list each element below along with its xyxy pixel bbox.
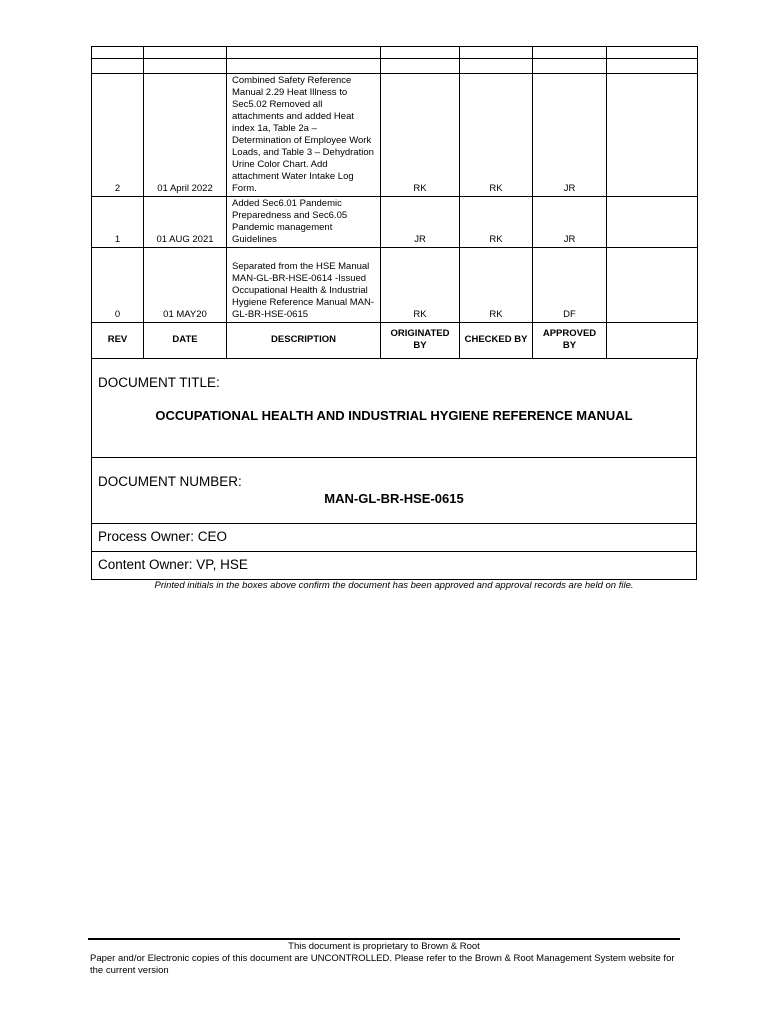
document-title-box [91, 358, 697, 458]
approval-note: Printed initials in the boxes above confirm the document has been approved and approval records are held on file. [154, 580, 634, 591]
revision-row [92, 74, 698, 197]
originated-header: ORIGINATED BY [381, 323, 460, 359]
approved-cell: JR [533, 74, 607, 197]
description-cell: Separated from the HSE Manual MAN-GL-BR-HSE-0614 -Issued Occupational Health & Industrial Hygiene Reference Manual MAN-GL-BR-HSE-0615 [227, 248, 381, 323]
rev-cell: 0 [92, 248, 144, 323]
description-header: DESCRIPTION [227, 323, 381, 359]
approved-cell: JR [533, 197, 607, 248]
originated-cell: RK [381, 74, 460, 197]
date-cell: 01 MAY20 [144, 248, 227, 323]
rev-header: REV [92, 323, 144, 359]
description-cell: Added Sec6.01 Pandemic Preparedness and Sec6.05 Pandemic management Guidelines [227, 197, 381, 248]
approved-header: APPROVED BY [533, 323, 607, 359]
date-cell: 01 AUG 2021 [144, 197, 227, 248]
revision-row [92, 248, 698, 323]
process-owner: Process Owner: CEO [98, 529, 228, 544]
checked-cell: RK [460, 74, 533, 197]
content-owner-box [91, 552, 697, 580]
empty-row [92, 59, 698, 74]
originated-cell: RK [381, 248, 460, 323]
document-number-label: DOCUMENT NUMBER: [98, 474, 242, 489]
document-title: OCCUPATIONAL HEALTH AND INDUSTRIAL HYGIENE REFERENCE MANUAL [155, 408, 633, 423]
checked-header: CHECKED BY [460, 323, 533, 359]
document-title-label: DOCUMENT TITLE: [98, 375, 220, 390]
date-cell: 01 April 2022 [144, 74, 227, 197]
content-owner: Content Owner: VP, HSE [98, 557, 248, 572]
footer-uncontrolled-notice: Paper and/or Electronic copies of this document are UNCONTROLLED. Please refer to the Brown & Root Management System website for the current version [90, 953, 675, 976]
date-header: DATE [144, 323, 227, 359]
empty-row [92, 47, 698, 59]
footer-proprietary: This document is proprietary to Brown & Root [288, 941, 480, 952]
rev-cell: 2 [92, 74, 144, 197]
process-owner-box [91, 524, 697, 552]
header-row [92, 323, 698, 359]
checked-cell: RK [460, 248, 533, 323]
document-number: MAN-GL-BR-HSE-0615 [324, 491, 464, 506]
revision-row [92, 197, 698, 248]
originated-cell: JR [381, 197, 460, 248]
checked-cell: RK [460, 197, 533, 248]
revision-table [91, 46, 698, 359]
rev-cell: 1 [92, 197, 144, 248]
approved-cell: DF [533, 248, 607, 323]
footer-divider [88, 938, 680, 940]
description-cell: Combined Safety Reference Manual 2.29 Heat Illness to Sec5.02 Removed all attachments and added Heat index 1a, Table 2a – Determination of Employee Work Loads, and Table 3 – Dehydration Urine Color Chart. Add attachment Water Intake Log Form. [227, 74, 381, 197]
document-number-box [91, 458, 697, 524]
